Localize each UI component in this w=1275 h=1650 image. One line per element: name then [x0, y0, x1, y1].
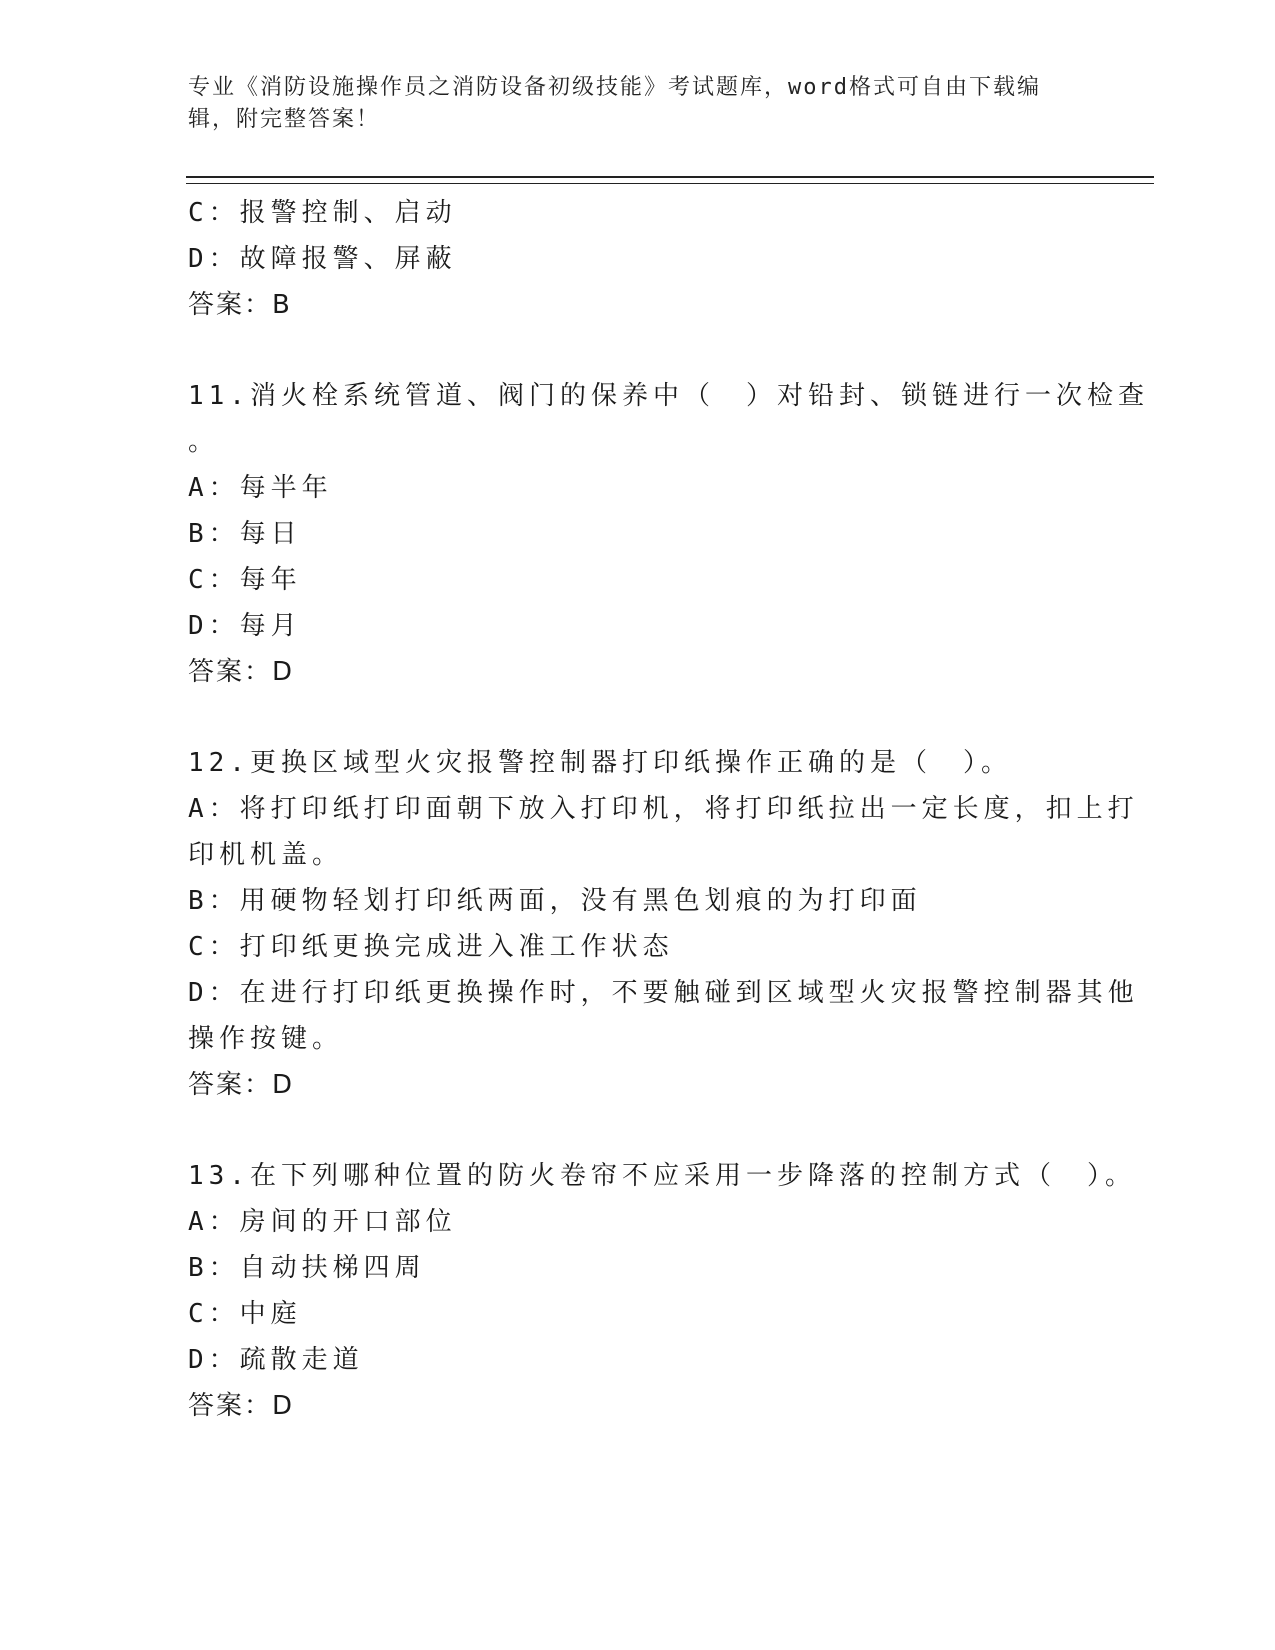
question-13 — [188, 1153, 1136, 1429]
header-line-2: 辑，附完整答案！ — [188, 107, 381, 132]
q11-option-a: A：每半年 — [188, 473, 333, 503]
q11-question-line-1: 11.消火栓系统管道、阀门的保养中（ ）对铅封、锁链进行一次检查 — [188, 381, 1149, 411]
q12-option-d-line-2: 操作按键。 — [188, 1024, 344, 1054]
q10-answer: 答案：B — [188, 290, 292, 320]
q13-question: 13.在下列哪种位置的防火卷帘不应采用一步降落的控制方式（ ）。 — [188, 1161, 1136, 1191]
q13-option-b: B：自动扶梯四周 — [188, 1253, 426, 1283]
header-divider — [186, 176, 1154, 184]
q10-option-c: C：报警控制、启动 — [188, 198, 457, 228]
question-11 — [188, 373, 1149, 695]
q11-option-c: C：每年 — [188, 565, 302, 595]
q11-answer: 答案：D — [188, 657, 295, 687]
spacer — [188, 328, 1088, 373]
header-line-1: 专业《消防设施操作员之消防设备初级技能》考试题库，word格式可自由下载编 — [188, 75, 1041, 100]
question-10-fragment — [188, 190, 1088, 328]
q13-answer: 答案：D — [188, 1391, 295, 1421]
q13-option-a: A：房间的开口部位 — [188, 1207, 457, 1237]
q13-option-c: C：中庭 — [188, 1299, 302, 1329]
q12-option-d-line-1: D：在进行打印纸更换操作时，不要触碰到区域型火灾报警控制器其他 — [188, 978, 1139, 1008]
q12-option-a-line-2: 印机机盖。 — [188, 840, 344, 870]
q13-option-d: D：疏散走道 — [188, 1345, 364, 1375]
spacer — [188, 695, 1088, 740]
q11-option-d: D：每月 — [188, 611, 302, 641]
q12-question: 12.更换区域型火灾报警控制器打印纸操作正确的是（ ）。 — [188, 748, 1012, 778]
question-12 — [188, 740, 1139, 1108]
q11-question-line-2: 。 — [188, 427, 220, 457]
q12-answer: 答案：D — [188, 1070, 295, 1100]
q10-option-d: D：故障报警、屏蔽 — [188, 244, 457, 274]
q12-option-a-line-1: A：将打印纸打印面朝下放入打印机，将打印纸拉出一定长度，扣上打 — [188, 794, 1139, 824]
spacer — [188, 1108, 1088, 1153]
q12-option-c: C：打印纸更换完成进入准工作状态 — [188, 932, 674, 962]
question-list — [188, 190, 1149, 1429]
document-header — [188, 72, 1088, 136]
q11-option-b: B：每日 — [188, 519, 302, 549]
q12-option-b: B：用硬物轻划打印纸两面，没有黑色划痕的为打印面 — [188, 886, 922, 916]
